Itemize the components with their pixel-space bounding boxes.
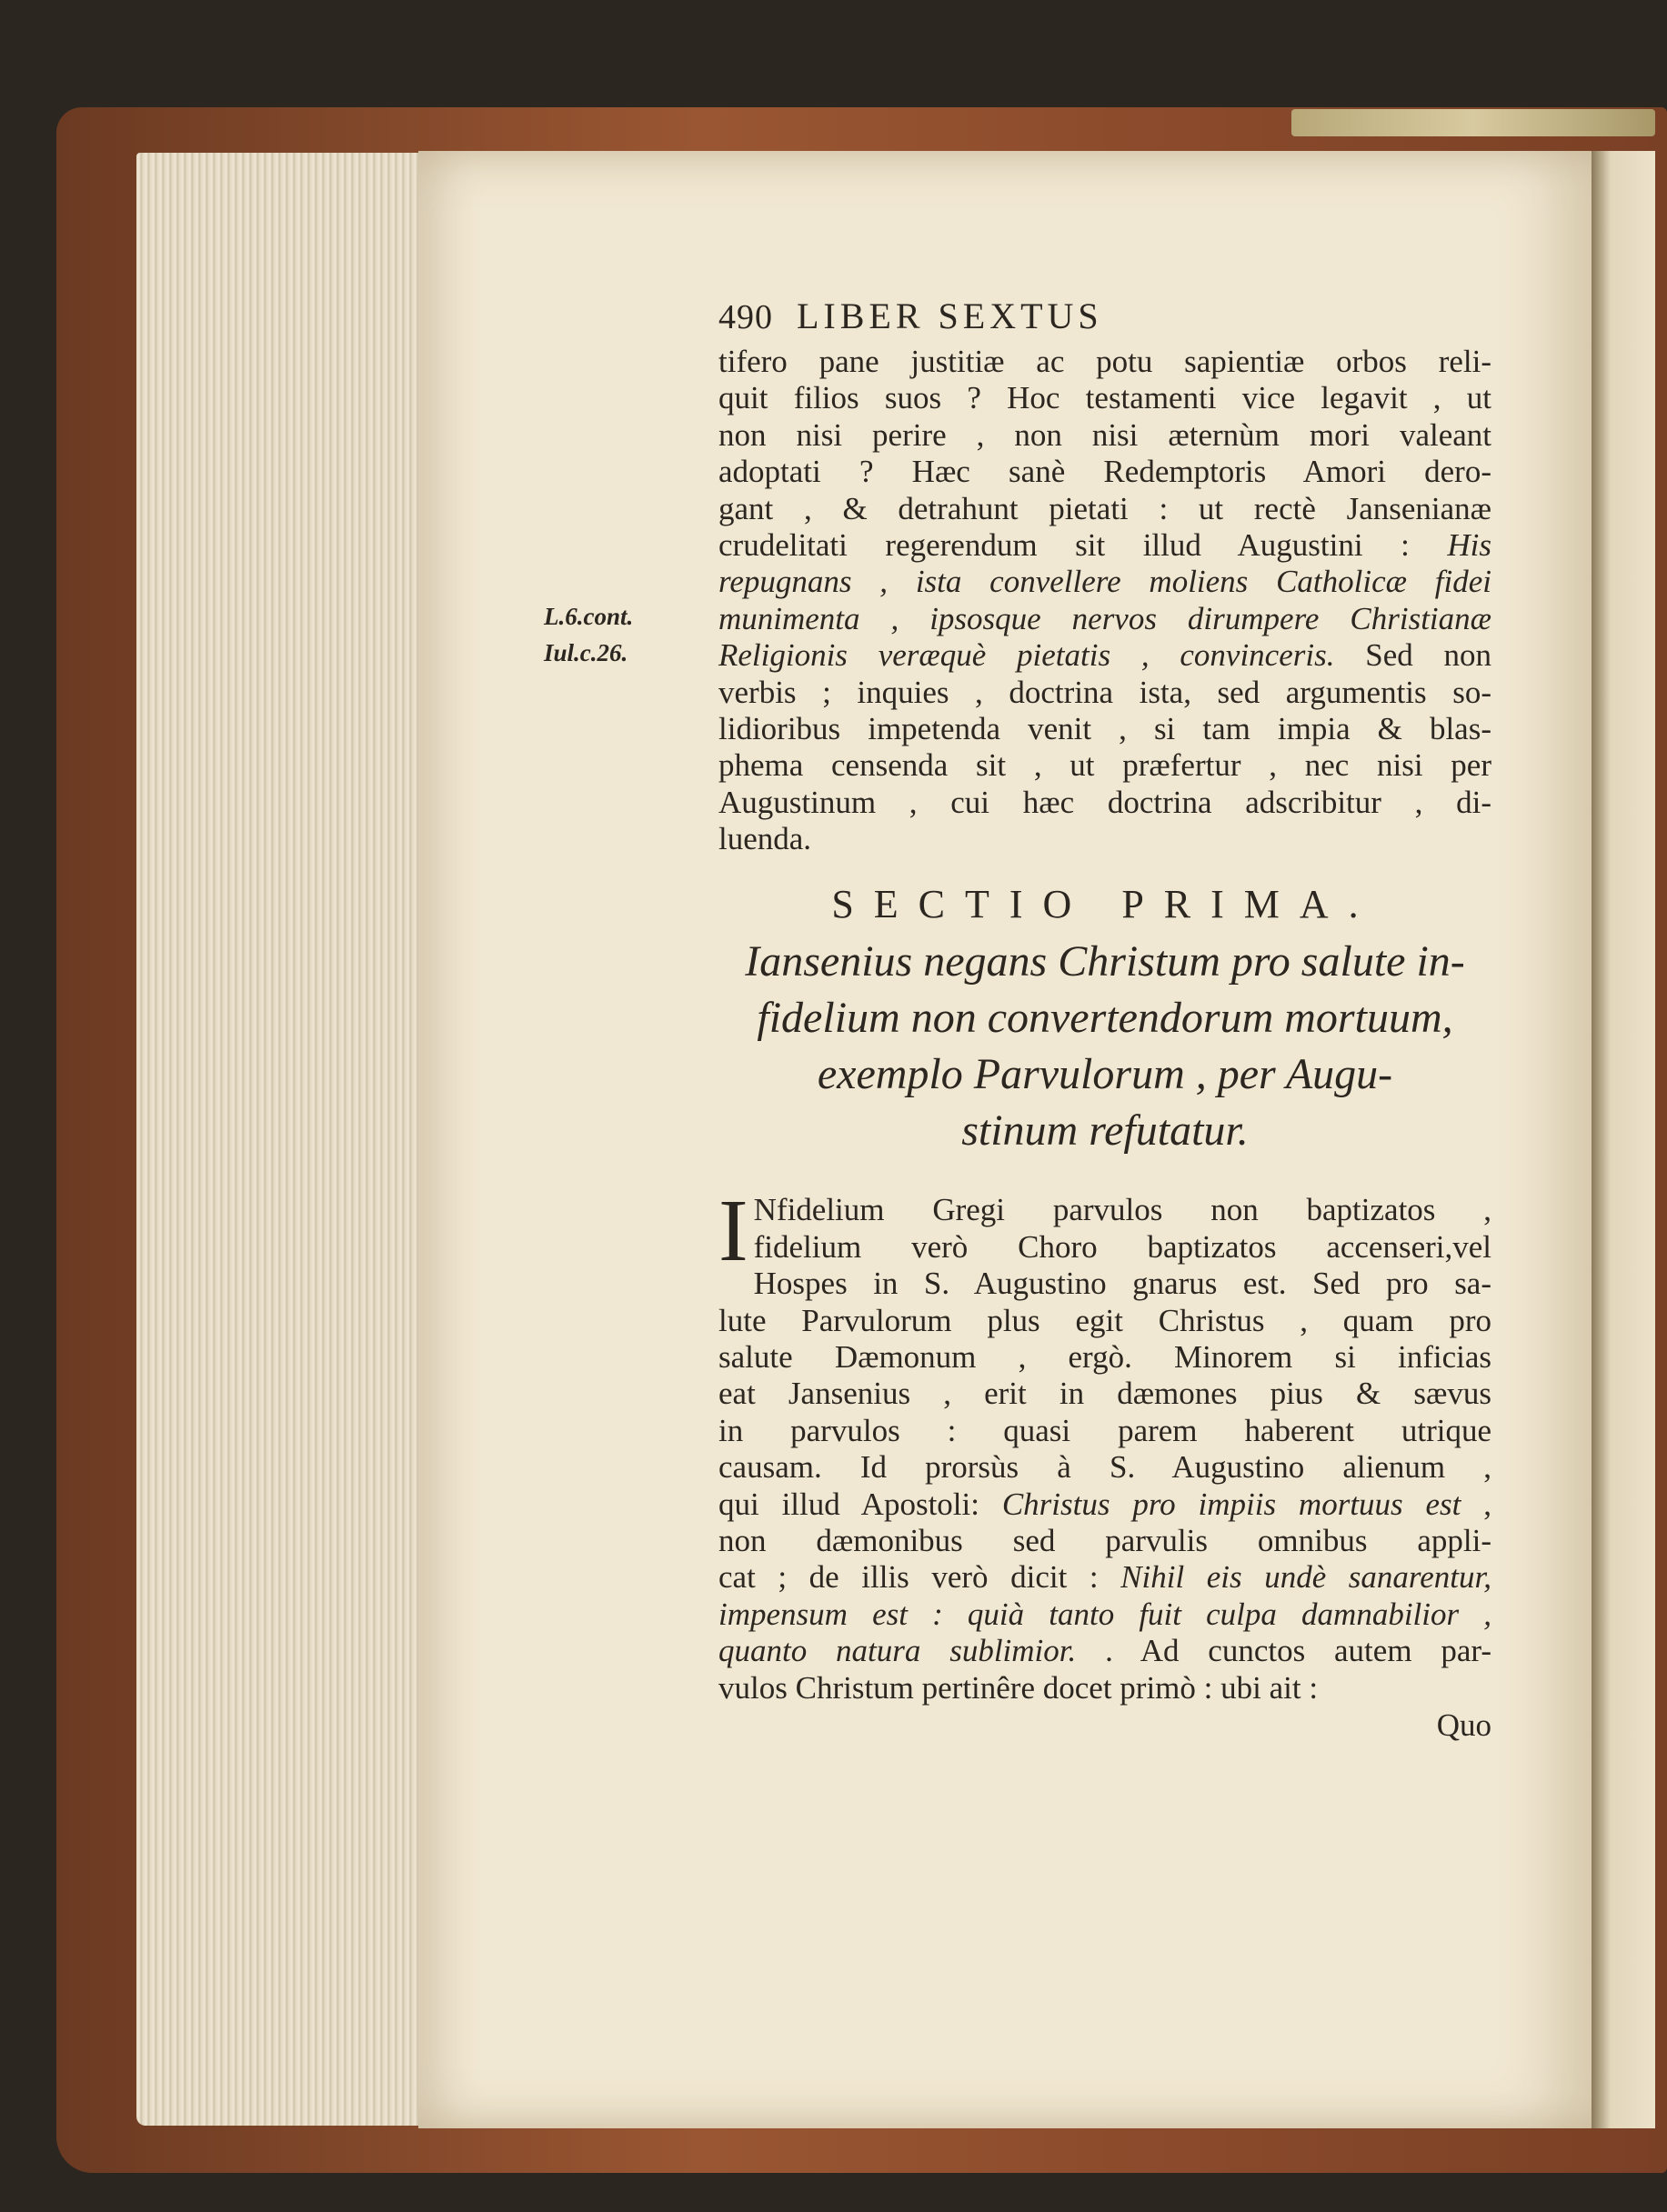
text-line [718, 527, 1491, 564]
text-span: . Ad cunctos autem par- [1076, 1633, 1491, 1669]
text-line [718, 1376, 1491, 1412]
text-span: non nisi perire , non nisi æternùm mori valeant [718, 416, 1491, 453]
text-span: non dæmonibus sed parvulis omnibus appli- [718, 1522, 1491, 1558]
text-span: repugnans , ista convellere moliens Catholicæ fidei [718, 564, 1491, 600]
text-line [718, 675, 1491, 711]
text-span: impensum est : quià tanto fuit culpa damnabilior , [718, 1596, 1491, 1632]
section-subtitle [718, 934, 1491, 1159]
text-line [718, 1670, 1491, 1707]
text-span: Nihil eis undè sanarentur, [1120, 1559, 1491, 1596]
text-line [718, 637, 1491, 674]
text-span: qui illud Apostoli: [718, 1486, 1002, 1522]
text-line [718, 1339, 1491, 1376]
text-line [718, 491, 1491, 527]
text-line [718, 1596, 1491, 1633]
margin-note-line: L.6.cont. [544, 603, 634, 630]
text-span: Religionis veræquè pietatis , convinceris. [718, 637, 1335, 674]
subtitle-line: fidelium non convertendorum mortuum, [757, 994, 1453, 1043]
text-span: crudelitati regerendum sit illud Augustini : [718, 526, 1448, 563]
text-span: in parvulos : quasi parem haberent utrique [718, 1412, 1491, 1448]
text-line [718, 1486, 1491, 1523]
text-span: tifero pane justitiæ ac potu sapientiæ orbos reli- [718, 344, 1491, 379]
text-line [718, 1266, 1491, 1302]
text-line [718, 601, 1491, 637]
text-line [718, 1413, 1491, 1449]
text-span: vulos Christum pertinêre docet primò : ubi ait : [718, 1669, 1319, 1706]
catchword: Quo [1436, 1707, 1491, 1743]
text-line [718, 1449, 1491, 1486]
text-span: Christus pro impiis mortuus est [1001, 1486, 1461, 1522]
text-line [718, 1192, 1491, 1228]
text-span: quit filios suos ? Hoc testamenti vice legavit , ut [718, 380, 1491, 416]
text-line [718, 1559, 1491, 1596]
text-span: lidioribus impetenda venit , si tam impia & blas- [718, 710, 1491, 746]
text-span: eat Jansenius , erit in dæmones pius & sævus [718, 1376, 1491, 1412]
text-span: lute Parvulorum plus egit Christus , quam pro [718, 1302, 1491, 1338]
text-line [718, 1633, 1491, 1669]
text-span: Nfidelium Gregi parvulos non baptizatos , [753, 1192, 1491, 1228]
text-span: Sed non [1334, 637, 1492, 674]
margin-note [544, 598, 633, 671]
text-span: gant , & detrahunt pietati : ut rectè Jansenianæ [718, 490, 1491, 526]
text-span: luenda. [718, 821, 812, 857]
text-line [718, 1303, 1491, 1339]
text-line [718, 564, 1491, 600]
text-span: salute Dæmonum , ergò. Minorem si inficias [718, 1339, 1491, 1376]
subtitle-line: Iansenius negans Christum pro salute in- [745, 937, 1465, 986]
text-span: munimenta , ipsosque nervos dirumpere Christianæ [718, 600, 1491, 636]
running-head-title: LIBER SEXTUS [797, 295, 1103, 336]
paragraph-2 [718, 1182, 1492, 1706]
text-line [718, 711, 1491, 747]
text-block [718, 289, 1491, 1745]
text-line [718, 454, 1491, 490]
text-span: adoptati ? Hæc sanè Redemptoris Amori dero- [718, 454, 1491, 490]
text-span: verbis ; inquies , doctrina ista, sed argumentis so- [718, 674, 1491, 710]
text-span: Hospes in S. Augustino gnarus est. Sed pro sa- [753, 1266, 1491, 1302]
drop-cap: I [718, 1182, 748, 1281]
text-span: , [1461, 1486, 1492, 1522]
text-span: cat ; de illis verò dicit : [718, 1559, 1121, 1596]
margin-note-line: Iul.c.26. [544, 639, 628, 666]
text-line [718, 417, 1491, 454]
section-title: SECTIO PRIMA. [831, 882, 1379, 927]
text-line [718, 1229, 1491, 1266]
page-edges [136, 153, 427, 2126]
paragraph-1 [718, 344, 1491, 857]
text-line [718, 747, 1491, 784]
subtitle-line: exemplo Parvulorum , per Augu- [817, 1050, 1393, 1099]
text-span: Augustinum , cui hæc doctrina adscribitur , di- [718, 784, 1491, 820]
text-span: His [1447, 526, 1491, 563]
text-line [718, 821, 1491, 857]
text-span: causam. Id prorsùs à S. Augustino alienum , [718, 1449, 1491, 1486]
page-number: 490 [718, 298, 773, 336]
running-head [718, 289, 1491, 344]
text-span: quanto natura sublimior. [718, 1633, 1077, 1669]
text-line [718, 344, 1491, 380]
facing-page-edge [1592, 151, 1655, 2128]
text-span: fidelium verò Choro baptizatos accenseri,vel [753, 1228, 1491, 1265]
text-span: phema censenda sit , ut præfertur , nec nisi per [718, 747, 1491, 784]
headband [1291, 109, 1655, 136]
subtitle-line: stinum refutatur. [961, 1106, 1249, 1156]
text-line [718, 1523, 1491, 1559]
text-line [718, 380, 1491, 416]
text-line [718, 785, 1491, 821]
